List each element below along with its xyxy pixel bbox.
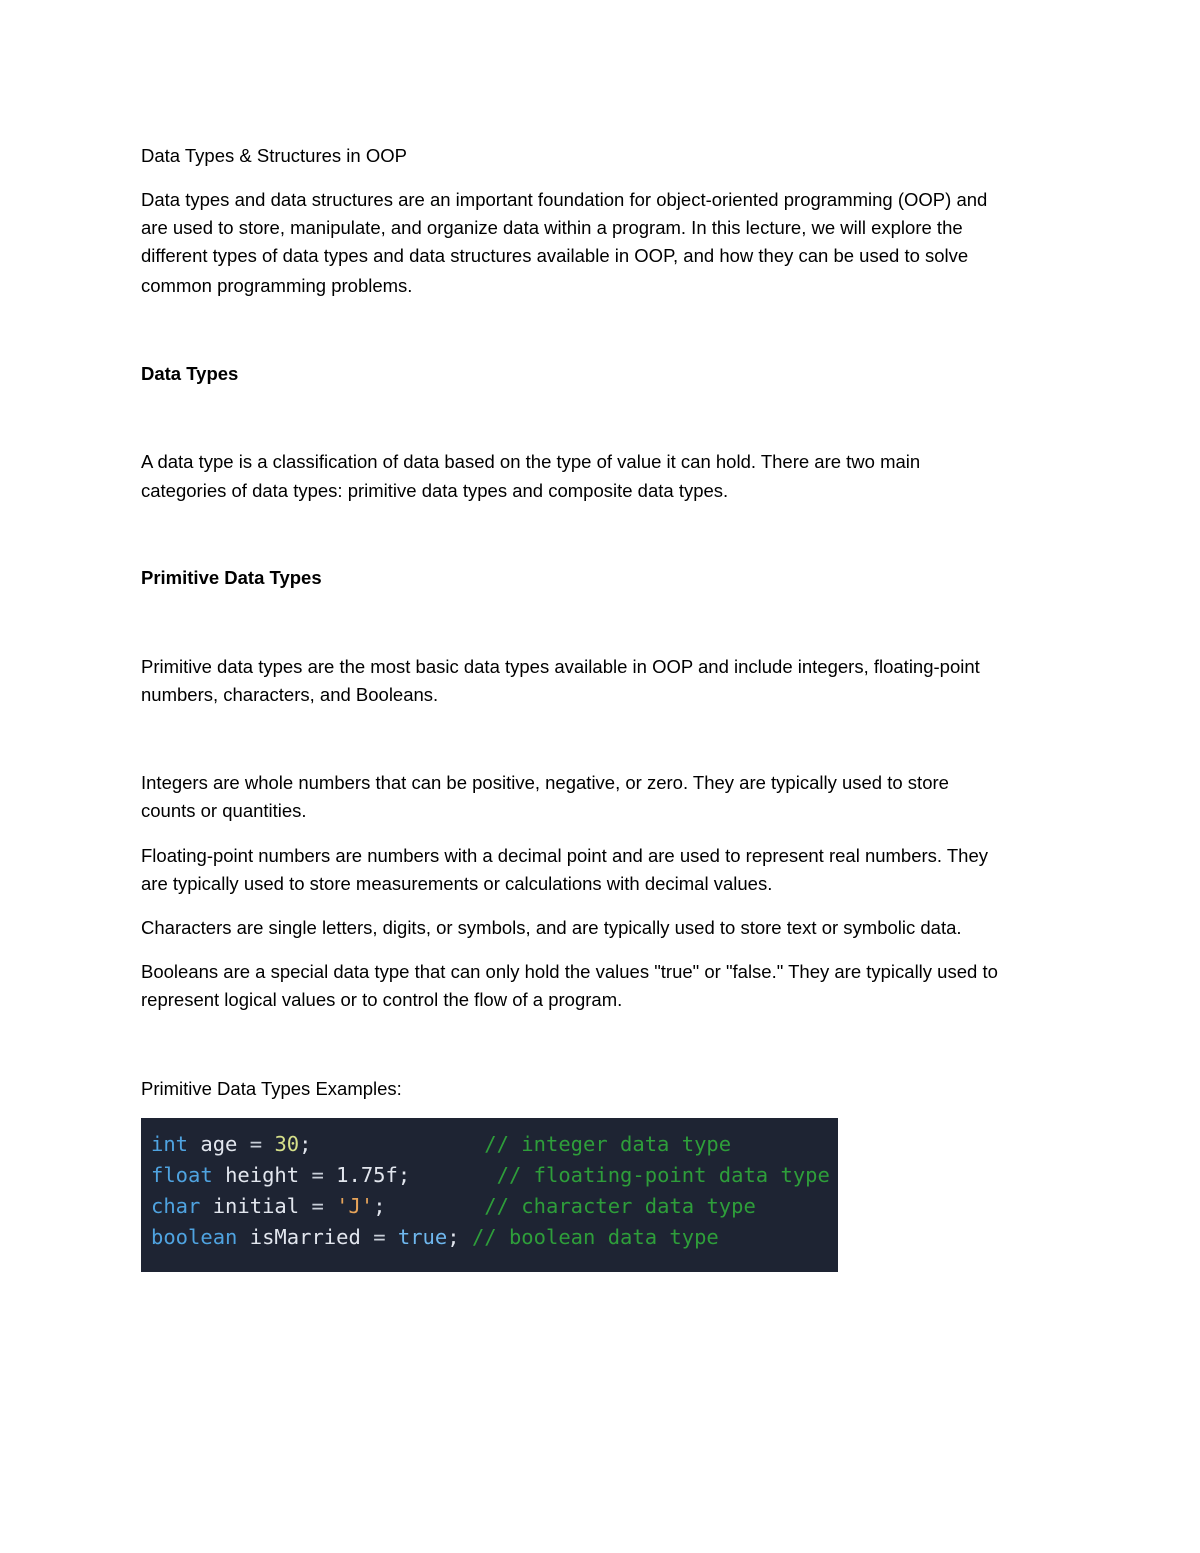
code-semicolon: ; bbox=[447, 1225, 460, 1249]
intro-line: common programming problems. bbox=[141, 275, 413, 296]
code-keyword: int bbox=[151, 1132, 189, 1156]
code-identifier: initial bbox=[212, 1194, 300, 1218]
examples-label: Primitive Data Types Examples: bbox=[141, 1078, 402, 1099]
code-line-char bbox=[151, 1191, 756, 1222]
code-comment: // character data type bbox=[484, 1194, 756, 1218]
code-operator: = bbox=[311, 1163, 324, 1187]
code-keyword: char bbox=[151, 1194, 201, 1218]
paragraph-line: Floating-point numbers are numbers with a decimal point and are used to represent real numbers. They bbox=[141, 845, 988, 866]
document-title: Data Types & Structures in OOP bbox=[141, 145, 407, 166]
intro-line: are used to store, manipulate, and organize data within a program. In this lecture, we will explore the bbox=[141, 217, 963, 238]
paragraph-line: Booleans are a special data type that can only hold the values "true" or "false." They are typically used to bbox=[141, 961, 998, 982]
code-semicolon: ; bbox=[397, 1163, 411, 1187]
code-literal: true bbox=[397, 1225, 448, 1249]
code-operator: = bbox=[311, 1194, 324, 1218]
code-snippet bbox=[141, 1118, 838, 1272]
code-number: 1.75f bbox=[336, 1163, 398, 1187]
code-comment: // floating-point data type bbox=[496, 1163, 830, 1187]
paragraph-line: A data type is a classification of data based on the type of value it can hold. There are two main bbox=[141, 451, 921, 472]
heading-data-types: Data Types bbox=[141, 363, 239, 384]
code-number: 30 bbox=[274, 1132, 300, 1156]
code-padding bbox=[386, 1194, 485, 1218]
paragraph-line: are typically used to store measurements or calculations with decimal values. bbox=[141, 873, 773, 894]
code-padding bbox=[410, 1163, 496, 1187]
paragraph-line: Primitive data types are the most basic data types available in OOP and include integers, floating-point bbox=[141, 656, 980, 677]
intro-line: different types of data types and data structures available in OOP, and how they can be used to solve bbox=[141, 245, 969, 266]
code-string: 'J' bbox=[336, 1194, 374, 1218]
code-identifier: height bbox=[225, 1163, 300, 1187]
code-line-float bbox=[151, 1160, 830, 1191]
code-padding bbox=[460, 1225, 472, 1249]
heading-primitive-data-types: Primitive Data Types bbox=[141, 567, 322, 588]
code-identifier: isMarried bbox=[249, 1225, 361, 1249]
code-semicolon: ; bbox=[299, 1132, 312, 1156]
code-keyword: float bbox=[151, 1163, 213, 1187]
code-operator: = bbox=[373, 1225, 386, 1249]
code-operator: = bbox=[249, 1132, 263, 1156]
code-semicolon: ; bbox=[373, 1194, 386, 1218]
code-line-int bbox=[151, 1129, 731, 1160]
code-line-boolean bbox=[151, 1222, 719, 1253]
code-padding bbox=[311, 1132, 484, 1156]
paragraph-line: counts or quantities. bbox=[141, 800, 307, 821]
code-comment: // integer data type bbox=[484, 1132, 732, 1156]
code-identifier: age bbox=[200, 1132, 238, 1156]
paragraph-line: numbers, characters, and Booleans. bbox=[141, 684, 439, 705]
paragraph-line: categories of data types: primitive data types and composite data types. bbox=[141, 480, 729, 501]
paragraph-line: Characters are single letters, digits, or symbols, and are typically used to store text or symbolic data. bbox=[141, 917, 962, 938]
intro-line: Data types and data structures are an important foundation for object-oriented programming (OOP) and bbox=[141, 189, 988, 210]
code-keyword: boolean bbox=[151, 1225, 238, 1249]
paragraph-line: represent logical values or to control the flow of a program. bbox=[141, 989, 623, 1010]
paragraph-line: Integers are whole numbers that can be positive, negative, or zero. They are typically used to store bbox=[141, 772, 949, 793]
code-comment: // boolean data type bbox=[471, 1225, 719, 1249]
